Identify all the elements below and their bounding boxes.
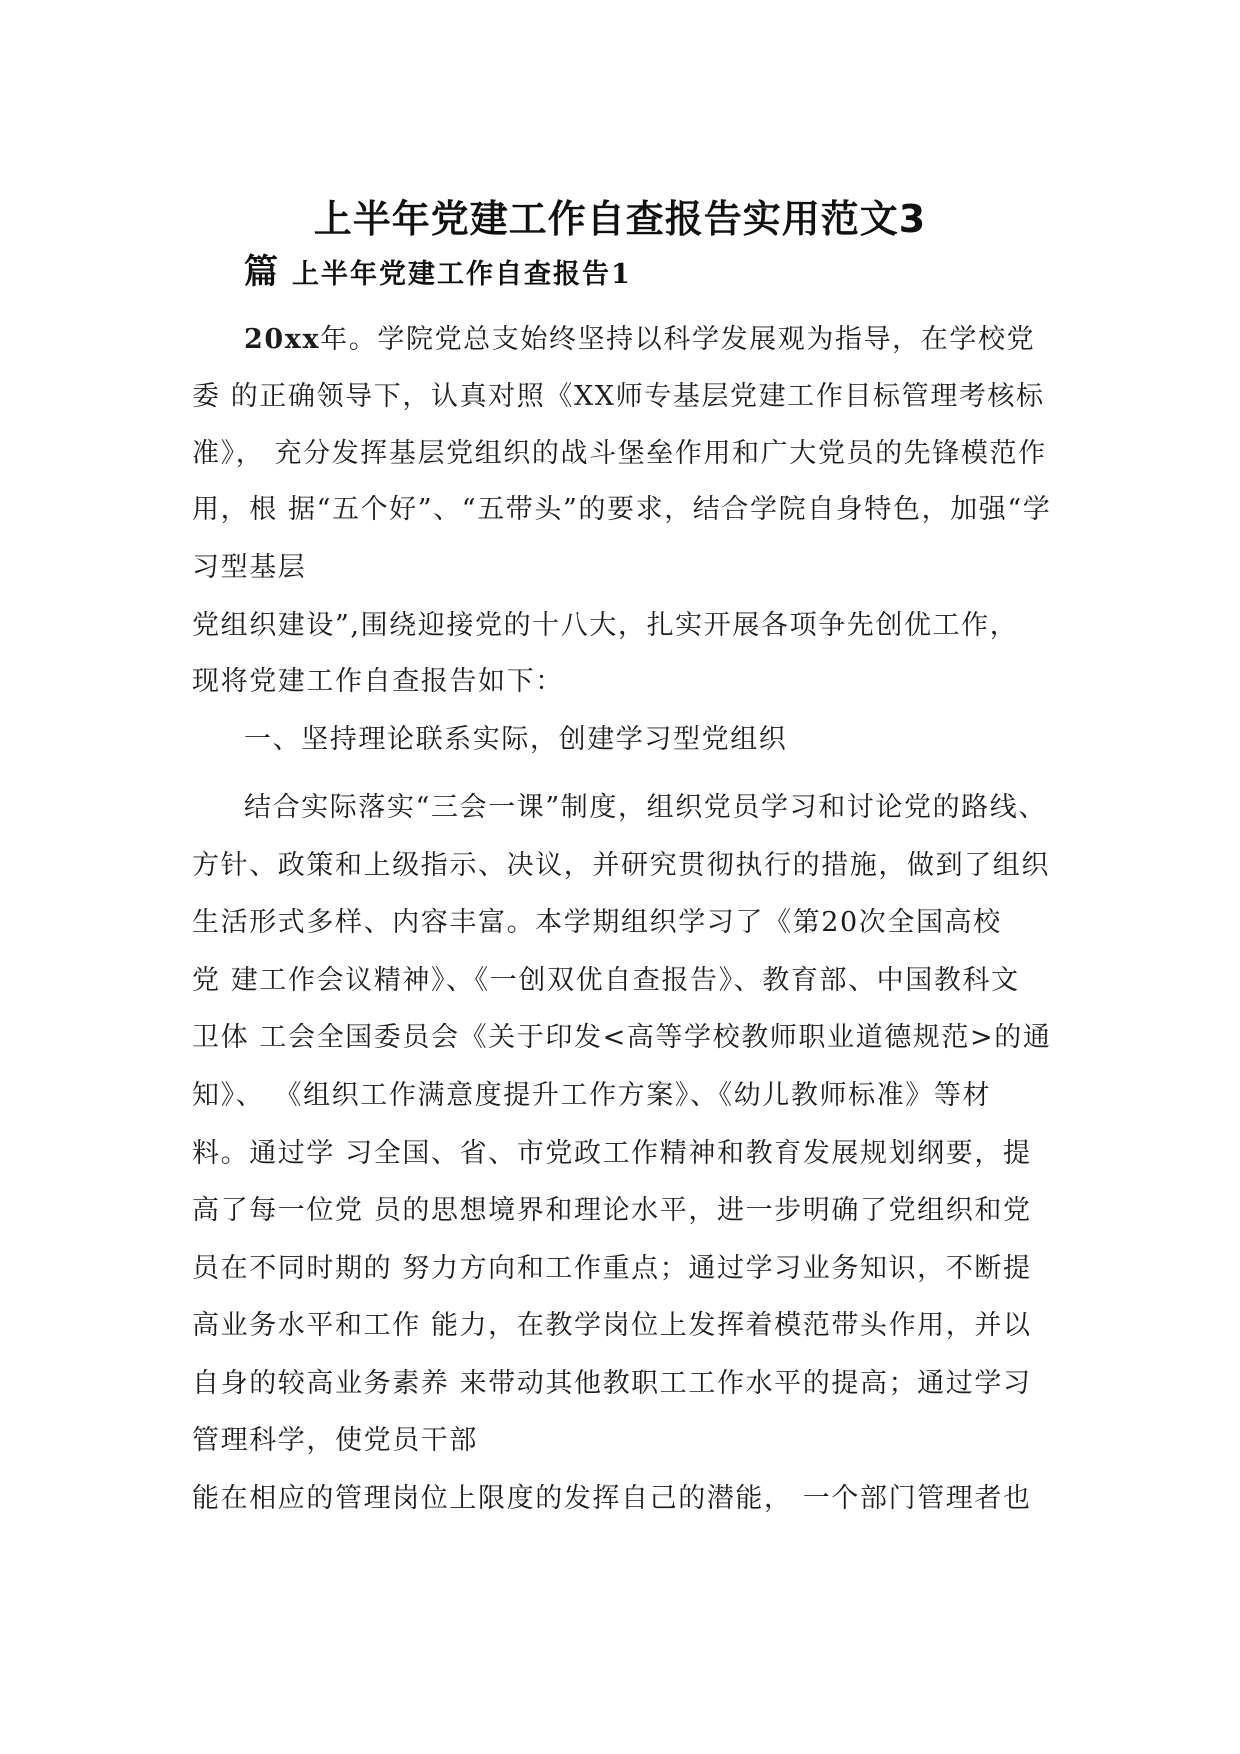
paragraph-line: 高了每一位党 员的思想境界和理论水平，进一步明确了党组织和党 (192, 1195, 1032, 1226)
paragraph-line: 生活形式多样、内容丰富。本学期组织学习了《第20次全国高校 (192, 907, 1002, 938)
paragraph-line: 知》、 《组织工作满意度提升工作方案》、《幼儿教师标准》等材 (192, 1080, 992, 1111)
paragraph-line: 高业务水平和工作 能力，在教学岗位上发挥着模范带头作用，并以 (192, 1310, 1032, 1341)
paragraph-line-text: 年。学院党总支始终坚持以科学发展观为指导，在学校党 (320, 324, 1036, 355)
paragraph-line: 方针、政策和上级指示、决议，并研究贯彻执行的措施，做到了组织 (192, 850, 1050, 881)
section-heading-text: 上半年党建工作自查报告1 (292, 259, 632, 290)
section-subtitle: 一、坚持理论联系实际，创建学习型党组织 (244, 724, 788, 755)
paragraph-line: 习型基层 (192, 552, 307, 583)
paragraph-line: 自身的较高业务素养 来带动其他教职工工作水平的提高；通过学习 (192, 1368, 1032, 1399)
paragraph-line (244, 322, 1035, 358)
paragraph-line: 现将党建工作自查报告如下： (192, 666, 564, 697)
paragraph-line: 党组织建设”,围绕迎接党的十八大，扎实开展各项争先创优工作， (192, 610, 1019, 641)
paragraph-line: 用，根 据“五个好”、“五带头”的要求，结合学院自身特色，加强“学 (192, 494, 1052, 525)
paragraph-line: 管理科学，使党员干部 (192, 1425, 478, 1456)
document-title: 上半年党建工作自查报告实用范文3 (313, 197, 927, 241)
paragraph-line: 准》， 充分发挥基层党组织的战斗堡垒作用和广大党员的先锋模范作 (192, 438, 1047, 469)
paragraph-line: 委 的正确领导下，认真对照《XX师专基层党建工作目标管理考核标 (192, 381, 1045, 412)
paragraph-line: 员在不同时期的 努力方向和工作重点；通过学习业务知识，不断提 (192, 1253, 1032, 1284)
paragraph-line: 卫体 工会全国委员会《关于印发<高等学校教师职业道德规范>的通 (192, 1022, 1052, 1053)
paragraph-line: 能在相应的管理岗位上限度的发挥自己的潜能， 一个部门管理者也 (192, 1483, 1032, 1514)
section-heading-lead: 篇 (244, 252, 278, 292)
year-text: 20xx (244, 324, 321, 355)
section-heading (244, 244, 632, 293)
paragraph-line: 结合实际落实“三会一课”制度，组织党员学习和讨论党的路线、 (244, 792, 1048, 823)
paragraph-line: 党 建工作会议精神》、《一创双优自查报告》、教育部、中国教科文 (192, 965, 1020, 996)
paragraph-line: 料。通过学 习全国、省、市党政工作精神和教育发展规划纲要，提 (192, 1138, 1032, 1169)
